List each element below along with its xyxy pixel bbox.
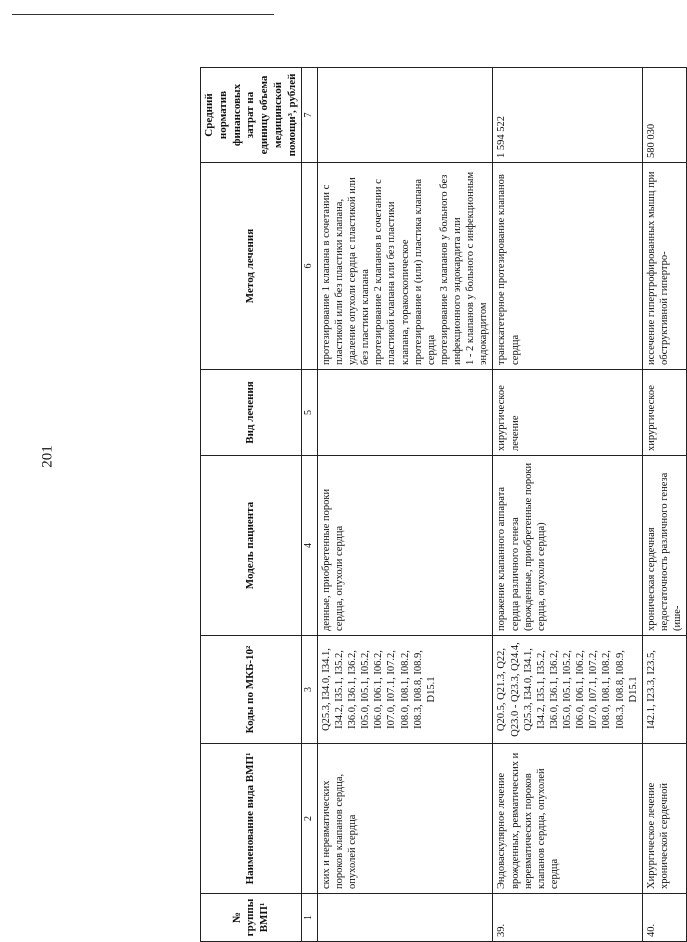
column-number: 6: [302, 163, 318, 370]
treatment-type-cell: хирургическое лечение: [493, 370, 642, 456]
group-cell: [317, 894, 493, 942]
name-cell: Хирургическое лечение хронической сердечной: [642, 744, 686, 894]
method-line: 1 - 2 клапанов у больного с инфекционным эндокардитом: [465, 171, 490, 365]
top-rule: [12, 14, 274, 15]
header-model: Модель пациента: [201, 456, 302, 636]
column-number: 3: [302, 636, 318, 744]
header-group: № группы ВМП¹: [201, 894, 302, 942]
method-cell: [317, 163, 493, 370]
header-method: Метод лечения: [201, 163, 302, 370]
method-cell: [642, 163, 686, 370]
column-number-row: [302, 68, 318, 942]
page-number: 201: [39, 445, 56, 468]
model-cell: денные, приобретенные пороки сердца, опухоли сердца: [317, 456, 493, 636]
column-number: 2: [302, 744, 318, 894]
header-name: Наименование вида ВМП¹: [201, 744, 302, 894]
method-line: протезирование 1 клапана в сочетании с пластикой или без пластики клапана, удаление опухоли сердца с пластикой или без пластики клапана: [320, 177, 372, 365]
header-row: [201, 68, 302, 942]
group-cell: 39.: [493, 894, 642, 942]
method-cell: [493, 163, 642, 370]
column-number: 1: [302, 894, 318, 942]
codes-cell: I42.1, I23.3, I23.5,: [642, 636, 686, 744]
method-line: транскатетерное протезирование клапанов сердца: [496, 174, 521, 365]
treatment-type-cell: хирургическое: [642, 370, 686, 456]
group-cell: 40.: [642, 894, 686, 942]
header-treatment-type: Вид лечения: [201, 370, 302, 456]
model-cell: хроническая сердечная недостаточность различного генеза (ише-: [642, 456, 686, 636]
header-codes: Коды по МКБ-10²: [201, 636, 302, 744]
cost-cell: 1 594 522: [493, 68, 642, 163]
model-cell: поражение клапанного аппарата сердца различного генеза (врожденные, приобретенные пороки сердца, опухоли сердца): [493, 456, 642, 636]
column-number: 5: [302, 370, 318, 456]
rotated-table-page: [200, 68, 683, 942]
name-cell: Эндоваскулярное лечение врожденных, ревматических и неревматических пороков клапанов сердца, опухолей сердца: [493, 744, 642, 894]
codes-cell: Q20.5, Q21.3, Q22, Q23.0 - Q23.3, Q24.4, Q25.3, I34.0, I34.1, I34.2, I35.1, I35.2, I36.0, I36.1, I36.2, I05.0, I05.1, I05.2, I06.0, I06.1, I06.2, I07.0, I07.1, I07.2, I08.0, I08.1, I08.2, I08.3, I08.8, I08.9, D15.1: [493, 636, 642, 744]
codes-cell: Q25.3, I34.0, I34.1, I34.2, I35.1, I35.2, I36.0, I36.1, I36.2, I05.0, I05.1, I05.2, I06.0, I06.1, I06.2, I07.0, I07.1, I07.2, I08.0, I08.1, I08.2, I08.3, I08.8, I08.9, D15.1: [317, 636, 493, 744]
table-row: [317, 68, 493, 942]
table-row: [493, 68, 642, 942]
header-cost: Средний норматив финансовых затрат на единицу объема медицинской помощи³, рублей: [201, 68, 302, 163]
name-cell: ских и неревматических пороков клапанов сердца, опухолей сердца: [317, 744, 493, 894]
table-row: [642, 68, 686, 942]
treatment-type-cell: [317, 370, 493, 456]
method-line: иссечение гипертрофированных мышц при обструктивной гипертро-: [645, 171, 670, 365]
cost-cell: [317, 68, 493, 163]
vmp-table: [200, 67, 687, 942]
method-line: протезирование 2 клапанов в сочетании с пластикой клапана или без пластики клапана, торакоскопическое протезирование и (или) пластика клапана сердца: [373, 178, 437, 365]
cost-cell: 580 030: [642, 68, 686, 163]
column-number: 7: [302, 68, 318, 163]
column-number: 4: [302, 456, 318, 636]
method-line: протезирование 3 клапанов у больного без инфекционного эндокардита или: [438, 174, 463, 365]
